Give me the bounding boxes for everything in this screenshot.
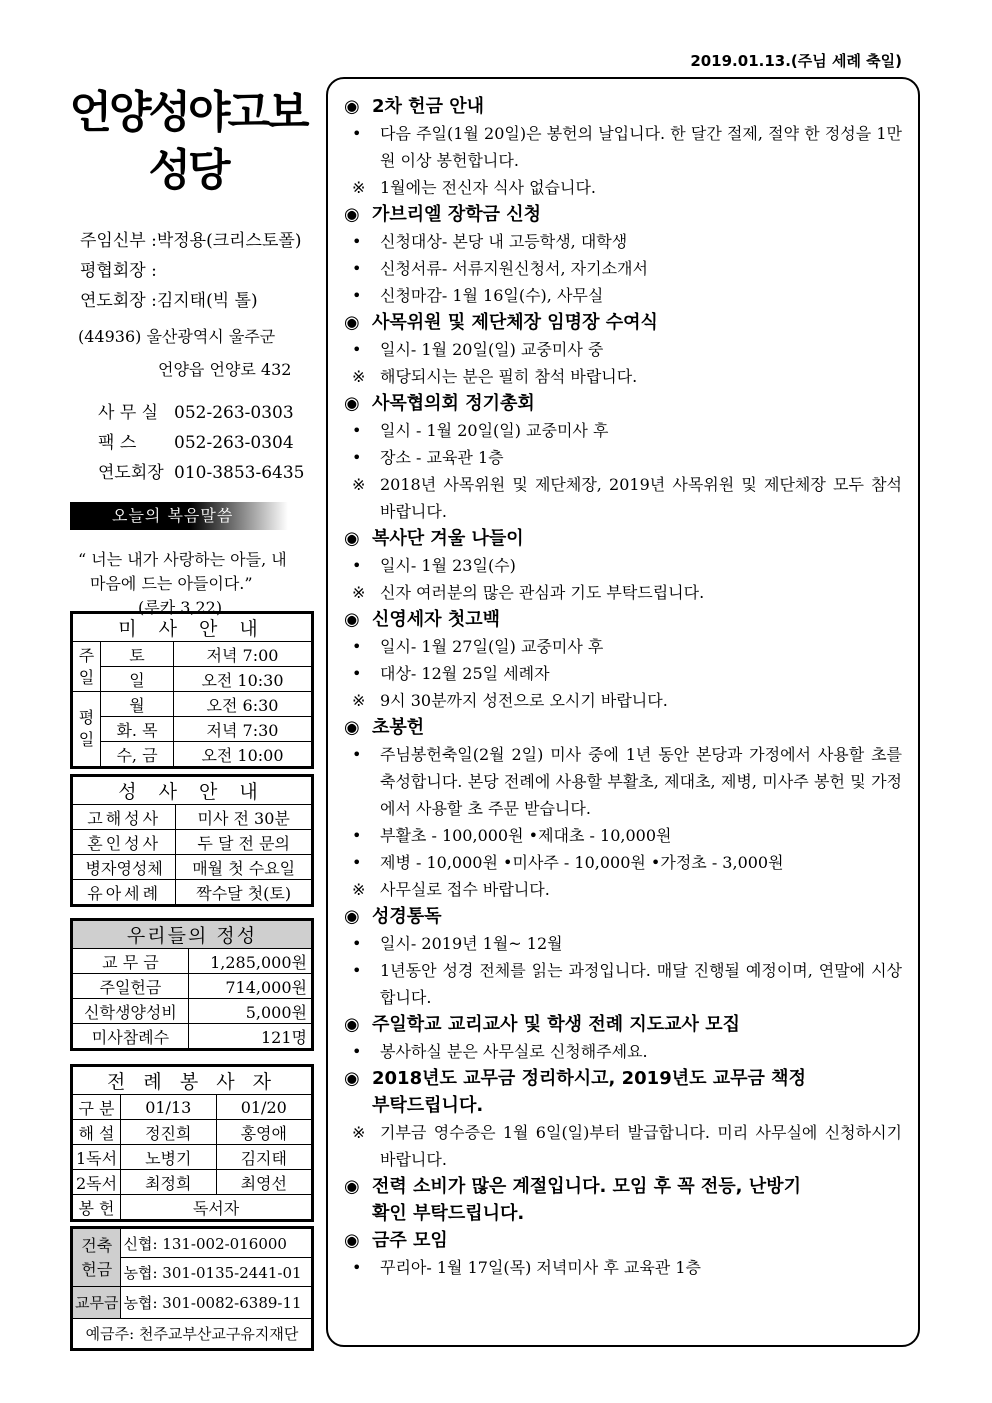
announcement-line: • 부활초 - 100,000원 •제대초 - 10,000원 — [344, 822, 902, 849]
sacrament-info: 짝수달 첫(토) — [176, 880, 312, 905]
bullseye-icon: ◉ — [344, 528, 360, 549]
servers-col-date: 01/20 — [216, 1095, 312, 1120]
address-line-2: 언양읍 언양로 432 — [158, 360, 292, 379]
announcement-line: • 봉사하실 분은 사무실로 신청해주세요. — [344, 1038, 902, 1065]
bullet-icon: • — [352, 934, 362, 953]
bullet-icon: • — [352, 745, 362, 764]
announcement-line: • 일시- 1월 20일(일) 교중미사 중 — [344, 336, 902, 363]
offering-amount: 1,285,000원 — [188, 949, 311, 974]
announcement-line: ※ 신자 여러분의 많은 관심과 기도 부탁드립니다. — [344, 579, 902, 606]
bullet-icon: • — [352, 826, 362, 845]
bullet-icon: • — [352, 259, 362, 278]
announcement-line: • 신청대상- 본당 내 고등학생, 대학생 — [344, 228, 902, 255]
announcements-box — [326, 77, 920, 1347]
contacts — [70, 398, 314, 488]
sacrament-name: 혼인성사 — [73, 830, 176, 855]
announcement-line: • 일시- 1월 27일(일) 교중미사 후 — [344, 633, 902, 660]
bullseye-icon: ◉ — [344, 906, 360, 927]
server-name: 홍영애 — [216, 1120, 312, 1145]
announcement-line: • 대상- 12월 25일 세례자 — [344, 660, 902, 687]
sacrament-info: 매월 첫 수요일 — [176, 855, 312, 880]
sacrament-name: 고해성사 — [73, 805, 176, 830]
bullseye-icon: ◉ — [344, 1230, 360, 1251]
bulletin-date: 2019.01.13.(주님 세례 축일) — [690, 52, 902, 70]
account-number: 신협: 131-002-016000 — [121, 1229, 312, 1258]
offering-name: 미사참례수 — [73, 1024, 189, 1049]
offering-name: 신학생양성비 — [73, 999, 189, 1024]
union-president: 연도회장 :김지태(빅 톨) — [80, 291, 258, 311]
announcement-line: ※ 9시 30분까지 성전으로 오시기 바랍니다. — [344, 687, 902, 714]
building-fund-label: 건축헌금 — [73, 1229, 121, 1287]
bullseye-icon: ◉ — [344, 1176, 360, 1197]
mass-time: 저녁 7:00 — [174, 642, 312, 667]
bullet-icon: • — [352, 1042, 362, 1061]
announcement-title: ◉ 초봉헌 — [344, 714, 902, 741]
note-mark-icon: ※ — [352, 367, 366, 386]
bullseye-icon: ◉ — [344, 717, 360, 738]
bullet-icon: • — [352, 961, 362, 980]
bullseye-icon: ◉ — [344, 204, 360, 225]
mass-day: 월 — [101, 692, 174, 717]
sacrament-info: 두 달 전 문의 — [176, 830, 312, 855]
offering-name: 주일헌금 — [73, 974, 189, 999]
announcement-title: ◉ 성경통독 — [344, 903, 902, 930]
sacrament-name: 유아세례 — [73, 880, 176, 905]
server-name: 최영선 — [216, 1170, 312, 1195]
announcement-line: • 신청서류- 서류지원신청서, 자기소개서 — [344, 255, 902, 282]
mass-header: 미 사 안 내 — [73, 614, 312, 642]
announcement-title: ◉ 사목협의회 정기총회 — [344, 390, 902, 417]
server-name: 독서자 — [121, 1195, 312, 1220]
announcement-line: • 일시- 1월 23일(수) — [344, 552, 902, 579]
announcement-line: ※ 해당되시는 분은 필히 참석 바랍니다. — [344, 363, 902, 390]
bullet-icon: • — [352, 664, 362, 683]
title-line-2: 성당 — [148, 145, 228, 196]
server-name: 최정희 — [121, 1170, 217, 1195]
bullet-icon: • — [352, 1258, 362, 1277]
union-phone: 연도회장 010-3853-6435 — [98, 463, 305, 483]
bullet-icon: • — [352, 421, 362, 440]
council-president: 평협회장 : — [80, 261, 157, 281]
announcement-title: ◉ 전력 소비가 많은 계절입니다. 모임 후 꼭 전등, 난방기 — [344, 1173, 902, 1200]
announcement-title: ◉ 사목위원 및 제단체장 임명장 수여식 — [344, 309, 902, 336]
bullet-icon: • — [352, 286, 362, 305]
mass-sunday-label: 주일 — [73, 642, 101, 692]
bullseye-icon: ◉ — [344, 312, 360, 333]
server-role: 1독서 — [73, 1145, 121, 1170]
gospel-line-1: “ 너는 내가 사랑하는 아들, 내 — [78, 550, 287, 569]
gospel-line-2: 마음에 드는 아들이다.” — [90, 574, 253, 593]
mass-day: 일 — [101, 667, 174, 692]
bullseye-icon: ◉ — [344, 1014, 360, 1035]
server-role: 해 설 — [73, 1120, 121, 1145]
mass-time: 오전 10:30 — [174, 667, 312, 692]
servers-header: 전 례 봉 사 자 — [73, 1067, 312, 1095]
announcement-line: • 주님봉헌축일(2월 2일) 미사 중에 1년 동안 본당과 가정에서 사용할 초를 축성합니다. 본당 전례에 사용할 부활초, 제대초, 제병, 미사주 봉헌 및 가정에서 사용할 초 주문 받습니다. — [344, 741, 902, 822]
server-name: 노병기 — [121, 1145, 217, 1170]
accounts-table — [70, 1226, 314, 1351]
servers-col-kind: 구 분 — [73, 1095, 121, 1120]
account-number: 농협: 301-0082-6389-11 — [121, 1287, 312, 1319]
gospel-header: 오늘의 복음말씀 — [70, 502, 288, 530]
sacrament-header: 성 사 안 내 — [73, 777, 312, 805]
announcement-title: ◉ 2차 헌금 안내 — [344, 93, 902, 120]
sacrament-name: 병자영성체 — [73, 855, 176, 880]
server-name: 김지태 — [216, 1145, 312, 1170]
announcement-line: • 1년동안 성경 전체를 읽는 과정입니다. 매달 진행될 예정이며, 연말에 시상합니다. — [344, 957, 902, 1011]
announcement-line: • 다음 주일(1월 20일)은 봉헌의 날입니다. 한 달간 절제, 절약 한 정성을 1만원 이상 봉헌합니다. — [344, 120, 902, 174]
bullseye-icon: ◉ — [344, 609, 360, 630]
account-holder: 예금주: 천주교부산교구유지재단 — [73, 1319, 312, 1349]
mass-schedule-table — [70, 611, 314, 769]
offering-header: 우리들의 정성 — [73, 921, 312, 949]
announcement-line: ※ 기부금 영수증은 1월 6일(일)부터 발급합니다. 미리 사무실에 신청하시기 바랍니다. — [344, 1119, 902, 1173]
announcement-title: ◉ 복사단 겨울 나들이 — [344, 525, 902, 552]
sacrament-table — [70, 774, 314, 907]
announcement-line: • 일시- 2019년 1월~ 12월 — [344, 930, 902, 957]
note-mark-icon: ※ — [352, 1123, 366, 1142]
tithe-label: 교무금 — [73, 1287, 121, 1319]
bullet-icon: • — [352, 340, 362, 359]
bullet-icon: • — [352, 124, 362, 143]
sacrament-info: 미사 전 30분 — [176, 805, 312, 830]
announcement-line: ※ 2018년 사목위원 및 제단체장, 2019년 사목위원 및 제단체장 모두 참석 바랍니다. — [344, 471, 902, 525]
bullet-icon: • — [352, 232, 362, 251]
offering-amount: 121명 — [188, 1024, 311, 1049]
announcement-line: • 제병 - 10,000원 •미사주 - 10,000원 •가정초 - 3,000원 — [344, 849, 902, 876]
pastor: 주임신부 :박정용(크리스토폴) — [80, 231, 302, 251]
bullseye-icon: ◉ — [344, 96, 360, 117]
mass-day: 토 — [101, 642, 174, 667]
mass-day: 화. 목 — [101, 717, 174, 742]
announcement-line: • 꾸리아- 1월 17일(목) 저녁미사 후 교육관 1층 — [344, 1254, 902, 1281]
announcement-title: ◉ 신영세자 첫고백 — [344, 606, 902, 633]
offering-name: 교 무 금 — [73, 949, 189, 974]
announcement-line: ※ 1월에는 전신자 식사 없습니다. — [344, 174, 902, 201]
server-role: 2독서 — [73, 1170, 121, 1195]
note-mark-icon: ※ — [352, 475, 366, 494]
left-column — [70, 78, 314, 620]
parish-title — [62, 84, 314, 200]
announcement-title: ◉ 가브리엘 장학금 신청 — [344, 201, 902, 228]
note-mark-icon: ※ — [352, 583, 366, 602]
announcement-line: ※ 사무실로 접수 바랍니다. — [344, 876, 902, 903]
address — [70, 320, 314, 386]
account-number: 농협: 301-0135-2441-01 — [121, 1258, 312, 1287]
fax-number: 팩 스 052-263-0304 — [98, 433, 294, 453]
offering-amount: 714,000원 — [188, 974, 311, 999]
servers-col-date: 01/13 — [121, 1095, 217, 1120]
announcement-title-continued: 부탁드립니다. — [372, 1095, 484, 1116]
announcement-title: ◉ 2018년도 교무금 정리하시고, 2019년도 교무금 책정 — [344, 1065, 902, 1092]
mass-time: 오전 6:30 — [174, 692, 312, 717]
bullet-icon: • — [352, 637, 362, 656]
gospel-quote — [70, 548, 314, 620]
announcement-title: ◉ 금주 모임 — [344, 1227, 902, 1254]
title-line-1: 언양성야고보 — [69, 87, 307, 138]
office-phone: 사 무 실 052-263-0303 — [98, 403, 294, 423]
note-mark-icon: ※ — [352, 880, 366, 899]
bullet-icon: • — [352, 448, 362, 467]
note-mark-icon: ※ — [352, 691, 366, 710]
bullseye-icon: ◉ — [344, 1068, 360, 1089]
offering-table — [70, 918, 314, 1051]
announcement-line: • 신청마감- 1월 16일(수), 사무실 — [344, 282, 902, 309]
announcement-line: • 일시 - 1월 20일(일) 교중미사 후 — [344, 417, 902, 444]
offering-amount: 5,000원 — [188, 999, 311, 1024]
parish-info — [70, 226, 314, 316]
announcement-title: ◉ 주일학교 교리교사 및 학생 전례 지도교사 모집 — [344, 1011, 902, 1038]
address-line-1: (44936) 울산광역시 울주군 — [78, 327, 276, 346]
server-role: 봉 헌 — [73, 1195, 121, 1220]
mass-day: 수, 금 — [101, 742, 174, 767]
announcement-title-continued: 확인 부탁드립니다. — [372, 1203, 525, 1224]
gospel-reference: (루카 3,22) — [138, 598, 223, 617]
mass-time: 저녁 7:30 — [174, 717, 312, 742]
server-name: 정진희 — [121, 1120, 217, 1145]
announcement-line: • 장소 - 교육관 1층 — [344, 444, 902, 471]
mass-weekday-label: 평일 — [73, 692, 101, 767]
note-mark-icon: ※ — [352, 178, 366, 197]
liturgy-servers-table — [70, 1064, 314, 1222]
bullet-icon: • — [352, 556, 362, 575]
bullet-icon: • — [352, 853, 362, 872]
bullseye-icon: ◉ — [344, 393, 360, 414]
mass-time: 오전 10:00 — [174, 742, 312, 767]
